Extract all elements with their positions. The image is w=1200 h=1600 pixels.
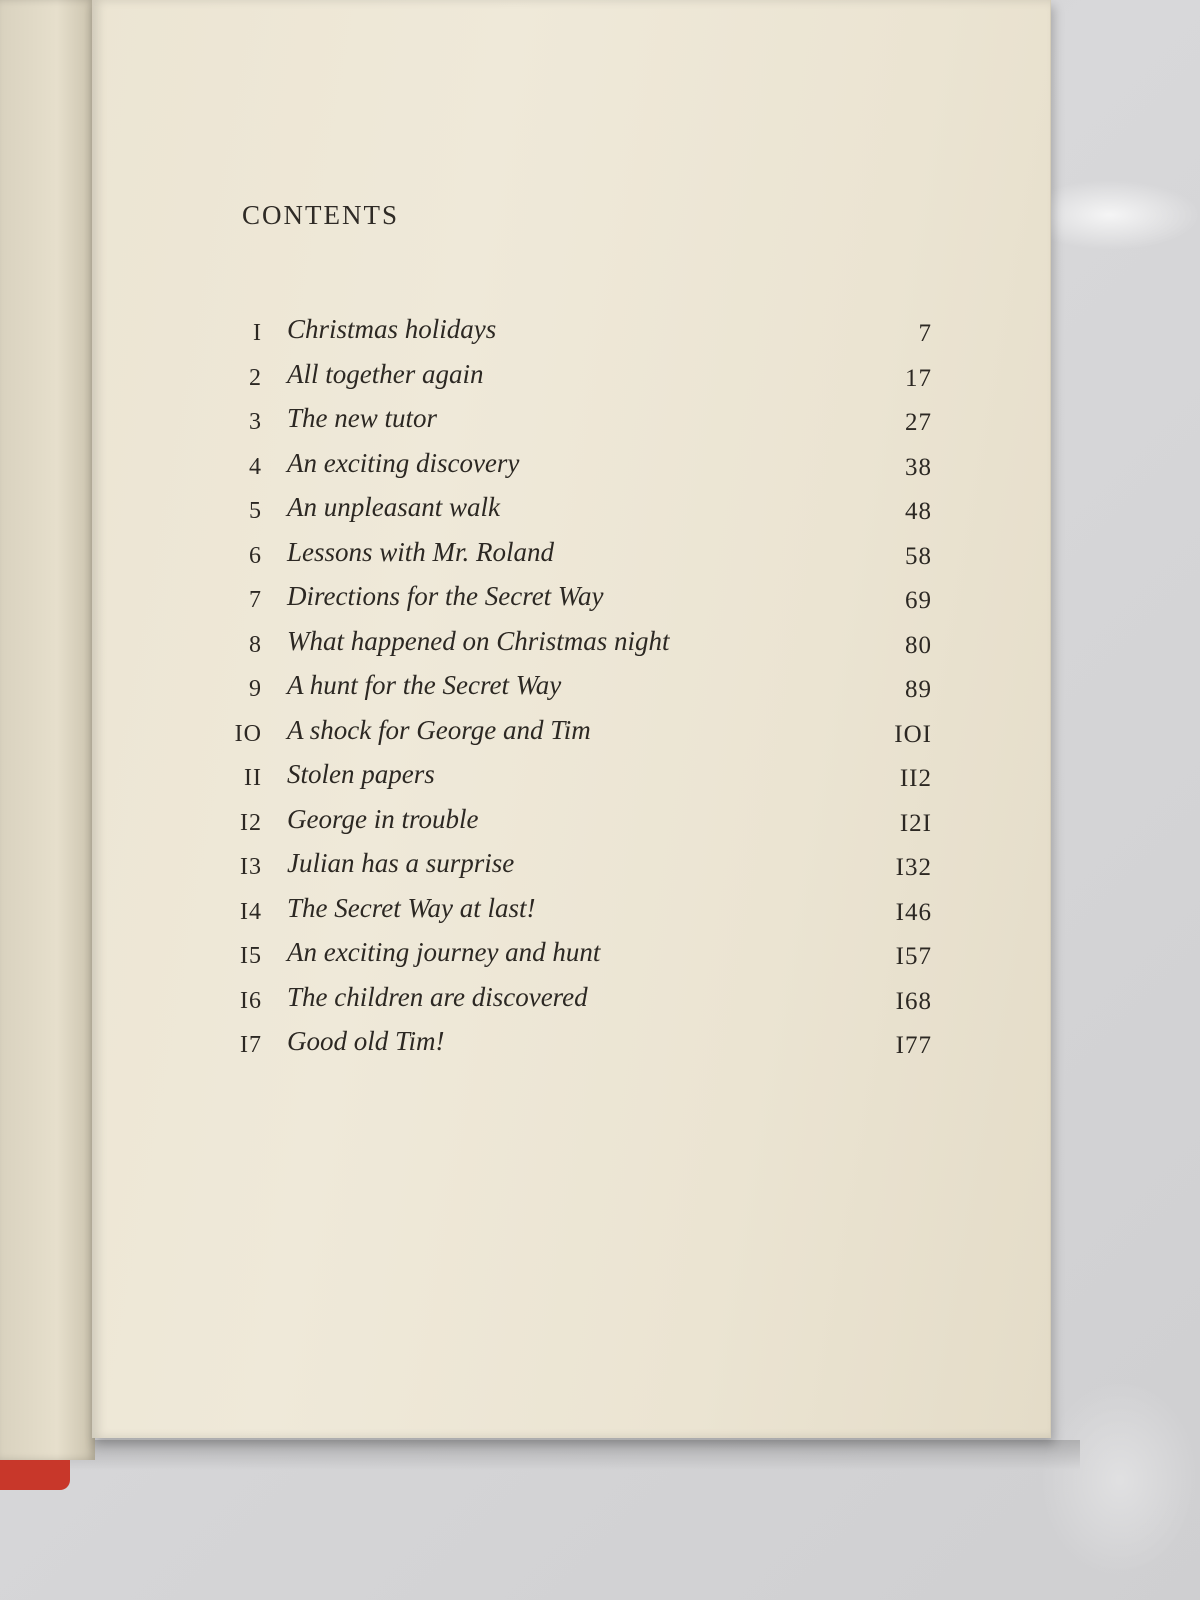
chapter-title: Directions for the Secret Way bbox=[287, 581, 604, 611]
chapter-number: I3 bbox=[240, 854, 262, 880]
chapter-page-number: 7 bbox=[918, 320, 932, 347]
chapter-page-number: I57 bbox=[895, 943, 932, 970]
chapter-title: Julian has a surprise bbox=[287, 848, 515, 878]
chapter-number: I4 bbox=[240, 898, 262, 925]
facing-page-edge bbox=[0, 0, 95, 1460]
chapter-title: A shock for George and Tim bbox=[287, 714, 591, 745]
chapter-row bbox=[212, 933, 932, 978]
chapter-row bbox=[212, 844, 932, 889]
chapter-page-number: 69 bbox=[905, 587, 932, 614]
chapter-row bbox=[212, 889, 932, 934]
chapter-page-number: 80 bbox=[905, 631, 932, 659]
chapter-title: Good old Tim! bbox=[287, 1026, 445, 1056]
chapter-page-number: I2I bbox=[899, 809, 932, 837]
chapter-row bbox=[212, 310, 932, 355]
contents-page bbox=[92, 0, 1051, 1438]
chapter-title: Christmas holidays bbox=[287, 314, 497, 344]
chapter-title: The children are discovered bbox=[287, 981, 588, 1012]
chapter-page-number: 27 bbox=[905, 409, 932, 436]
chapter-page-number: I68 bbox=[895, 987, 932, 1015]
chapter-row bbox=[212, 533, 932, 578]
chapter-title: An exciting discovery bbox=[287, 447, 520, 478]
chapter-page-number: 17 bbox=[905, 364, 932, 392]
chapter-number: 7 bbox=[249, 587, 262, 613]
chapter-title: The Secret Way at last! bbox=[287, 892, 536, 923]
chapter-page-number: IOI bbox=[894, 720, 932, 748]
chapter-title: What happened on Christmas night bbox=[287, 625, 670, 656]
chapter-row bbox=[212, 978, 932, 1023]
chapter-row bbox=[212, 622, 932, 667]
chapter-page-number: I77 bbox=[895, 1032, 932, 1059]
chapter-title: An unpleasant walk bbox=[287, 492, 500, 522]
chapter-list bbox=[212, 310, 932, 1067]
chapter-row bbox=[212, 666, 932, 711]
chapter-row bbox=[212, 488, 932, 533]
chapter-number: 8 bbox=[249, 631, 262, 658]
chapter-page-number: I32 bbox=[895, 854, 932, 881]
chapter-row bbox=[212, 577, 932, 622]
chapter-number: I bbox=[253, 320, 262, 346]
chapter-number: 6 bbox=[249, 542, 262, 569]
chapter-row bbox=[212, 399, 932, 444]
chapter-row bbox=[212, 444, 932, 489]
chapter-number: 5 bbox=[249, 498, 262, 524]
chapter-page-number: II2 bbox=[899, 765, 932, 792]
chapter-title: Stolen papers bbox=[287, 759, 435, 789]
chapter-row bbox=[212, 800, 932, 845]
chapter-page-number: 89 bbox=[905, 676, 932, 703]
chapter-number: IO bbox=[234, 720, 262, 747]
book-cover-shadow bbox=[0, 1440, 1080, 1470]
chapter-number: 3 bbox=[249, 409, 262, 435]
table-surface-highlight bbox=[1040, 1380, 1200, 1580]
chapter-number: I7 bbox=[240, 1032, 262, 1058]
chapter-title: An exciting journey and hunt bbox=[287, 937, 601, 967]
chapter-number: I5 bbox=[240, 943, 262, 969]
chapter-number: 2 bbox=[249, 364, 262, 391]
contents-heading: CONTENTS bbox=[242, 200, 399, 230]
chapter-number: 4 bbox=[249, 453, 262, 480]
chapter-number: 9 bbox=[249, 676, 262, 702]
chapter-row bbox=[212, 711, 932, 756]
chapter-row bbox=[212, 755, 932, 800]
chapter-title: A hunt for the Secret Way bbox=[287, 670, 562, 700]
chapter-number: II bbox=[244, 765, 262, 791]
chapter-page-number: I46 bbox=[895, 898, 932, 926]
chapter-number: I6 bbox=[240, 987, 262, 1014]
chapter-number: I2 bbox=[240, 809, 262, 836]
chapter-row bbox=[212, 355, 932, 400]
chapter-page-number: 58 bbox=[905, 542, 932, 570]
chapter-row bbox=[212, 1022, 932, 1067]
chapter-title: Lessons with Mr. Roland bbox=[287, 536, 555, 567]
chapter-page-number: 48 bbox=[905, 498, 932, 525]
chapter-title: All together again bbox=[287, 358, 484, 389]
chapter-title: George in trouble bbox=[287, 803, 479, 834]
chapter-title: The new tutor bbox=[287, 403, 438, 433]
chapter-page-number: 38 bbox=[905, 453, 932, 481]
